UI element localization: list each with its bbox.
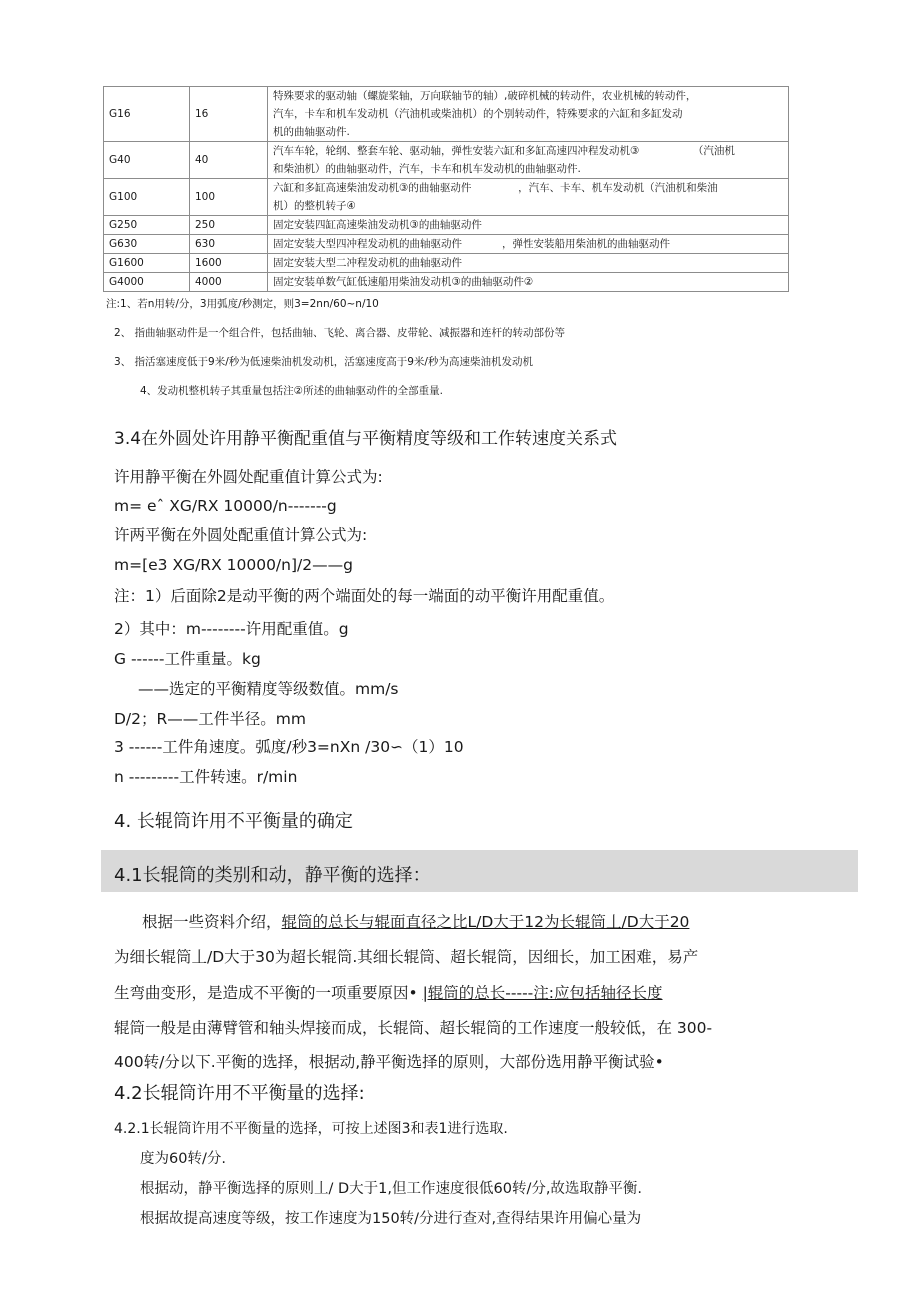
application-cell [268, 142, 789, 179]
application-cell [268, 216, 789, 235]
grade-cell: G40 [104, 142, 190, 179]
grade-cell: G630 [104, 235, 190, 254]
grade-lookup-line: 根据故提高速度等级，按工作速度为150转/分进行查对,查得结果许用偏心量为 [140, 1211, 642, 1227]
application-line: 六缸和多缸高速柴油发动机③的曲轴驱动件 ，汽车、卡车、机车发动机（汽油机和柴油 [273, 182, 718, 194]
table-note-3: 3、 指活塞速度低于9米/秒为低速柴油机发动机，活塞速度高于9米/秒为高速柴油机发动机 [114, 356, 533, 368]
application-line: 机的曲轴驱动件. [273, 126, 350, 138]
length-note-underline: |辊筒的总长-----注:应包括轴径长度 [422, 984, 663, 1002]
variable-g: G ------工件重量。kg [114, 650, 261, 668]
variable-omega: 3 ------工件角速度。弧度/秒3=nXn /30∽（1）10 [114, 738, 464, 756]
balance-grade-table [103, 86, 789, 292]
table-row [104, 142, 789, 179]
table-row [104, 273, 789, 292]
formula-dynamic: m=[e3 XG/RX 10000/n]/2——g [114, 556, 353, 574]
paragraph-line-1-text: 根据一些资料介绍， [142, 913, 282, 931]
section-4-2-heading: 4.2长辊筒许用不平衡量的选择: [114, 1083, 365, 1104]
table-row [104, 87, 789, 142]
grade-cell: G100 [104, 179, 190, 216]
grade-value-cell: 1600 [190, 254, 268, 273]
application-cell [268, 254, 789, 273]
grade-value-cell: 630 [190, 235, 268, 254]
application-cell [268, 87, 789, 142]
grade-value-cell: 250 [190, 216, 268, 235]
application-line: 汽车车轮，轮纲、整套车轮、驱动轴，弹性安装六缸和多缸高速四冲程发动机③ （汽油机 [273, 145, 735, 157]
formula-static: m= eˆ XG/RX 10000/n-------g [114, 497, 337, 515]
application-line: 固定安装大型四冲程发动机的曲轴驱动件 ，弹性安装船用柴油机的曲轴驱动件 [273, 238, 671, 250]
application-line: 固定安装四缸高速柴油发动机③的曲轴驱动件 [273, 219, 482, 231]
grade-cell: G1600 [104, 254, 190, 273]
table-row [104, 235, 789, 254]
application-line: 机）的整机转子④ [273, 200, 356, 212]
application-cell [268, 235, 789, 254]
paragraph-line-3-text: 生弯曲变形，是造成不平衡的一项重要原因• [114, 984, 423, 1002]
variable-r: D/2；R——工件半径。mm [114, 710, 306, 728]
paragraph-line-1 [142, 910, 689, 932]
grade-value-cell: 40 [190, 142, 268, 179]
grade-value-cell: 100 [190, 179, 268, 216]
table-note-2: 2、 指曲轴驱动件是一个组合件，包括曲轴、飞轮、离合器、皮带轮、减振器和连杆的转动部份等 [114, 327, 566, 339]
section-4-heading: 4. 长辊筒许用不平衡量的确定 [114, 811, 353, 832]
application-line: 特殊要求的驱动轴（螺旋桨轴，万向联轴节的轴）,破碎机械的转动件，农业机械的转动件， [273, 90, 697, 102]
table-row [104, 216, 789, 235]
ratio-definition-underline: 辊筒的总长与辊面直径之比L/D大于12为长辊筒丄/D大于20 [281, 913, 690, 931]
application-line: 和柴油机）的曲轴驱动件，汽车，卡车和机车发动机的曲轴驱动件. [273, 163, 581, 175]
speed-line: 度为60转/分. [140, 1151, 226, 1167]
section-4-2-1-line: 4.2.1长辊筒许用不平衡量的选择，可按上述图3和表1进行选取. [114, 1121, 508, 1137]
variable-e: ——选定的平衡精度等级数值。mm/s [138, 680, 399, 698]
grade-value-cell: 4000 [190, 273, 268, 292]
grade-cell: G16 [104, 87, 190, 142]
table-note-1: 注:1、若n用转/分，3用弧度/秒测定，则3=2nn/60~n/10 [106, 298, 379, 310]
section-3-4-heading: 3.4在外圆处许用静平衡配重值与平衡精度等级和工作转速度关系式 [114, 429, 618, 449]
variable-m: 2）其中：m--------许用配重值。g [114, 620, 349, 638]
grade-table-body [104, 87, 789, 292]
grade-cell: G4000 [104, 273, 190, 292]
paragraph-line-3 [114, 981, 663, 1003]
selection-line: 根据动，静平衡选择的原则丄/ D大于1,但工作速度很低60转/分,故选取静平衡. [140, 1181, 643, 1197]
variable-n: n ---------工件转速。r/min [114, 768, 298, 786]
table-row [104, 179, 789, 216]
table-note-4: 4、发动机整机转子其重量包括注②所述的曲轴驱动件的全部重量. [140, 385, 443, 397]
grade-value-cell: 16 [190, 87, 268, 142]
paragraph-line-2: 为细长辊筒丄/D大于30为超长辊筒.其细长辊筒、超长辊筒，因细长，加工困难，易产 [114, 948, 699, 966]
formula-intro-dynamic: 许两平衡在外圆处配重值计算公式为: [114, 526, 368, 544]
application-cell [268, 273, 789, 292]
grade-cell: G250 [104, 216, 190, 235]
application-line: 汽车，卡车和机车发动机（汽油机或柴油机）的个别转动件，特殊要求的六缸和多缸发动 [273, 108, 683, 120]
application-line: 固定安装大型二冲程发动机的曲轴驱动件 [273, 257, 462, 269]
section-4-1-heading: 4.1长辊筒的类别和动，静平衡的选择： [114, 865, 431, 886]
paragraph-line-4: 辊筒一般是由薄臂管和轴头焊接而成，长辊筒、超长辊筒的工作速度一般较低，在 300- [114, 1019, 713, 1037]
formula-intro-static: 许用静平衡在外圆处配重值计算公式为: [114, 468, 383, 486]
application-line: 固定安装单数气缸低速船用柴油发动机③的曲轴驱动件② [273, 276, 534, 288]
formula-note: 注：1）后面除2是动平衡的两个端面处的每一端面的动平衡许用配重值。 [114, 587, 615, 605]
application-cell [268, 179, 789, 216]
paragraph-line-5: 400转/分以下.平衡的选择，根据动,静平衡选择的原则，大部份选用静平衡试验• [114, 1053, 664, 1071]
table-row [104, 254, 789, 273]
